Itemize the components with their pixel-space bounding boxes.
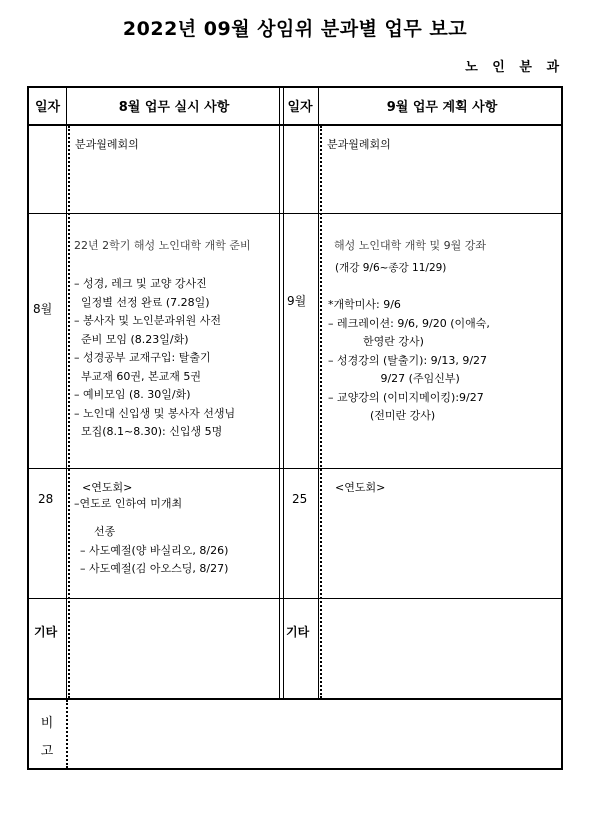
header-bottom-rule <box>27 124 563 126</box>
left-date-col-rule <box>66 87 67 699</box>
department-name: 노 인 분 과 <box>465 60 564 75</box>
right-date-col-rule <box>318 87 319 699</box>
row2-right-subheading: (개강 9/6~종강 11/29) <box>335 262 447 274</box>
list-item: – 교양강의 (이미지메이킹):9/27 <box>328 390 484 404</box>
row3-bottom-rule <box>27 598 563 599</box>
header-date-right: 일자 <box>287 100 313 115</box>
row1-left-content: 분과월례회의 <box>75 138 139 151</box>
row3-left-sub: 선종 <box>94 525 116 538</box>
center-divider <box>279 87 284 699</box>
header-september-plan: 9월 업무 계획 사항 <box>386 100 498 115</box>
list-item: – 레크레이션: 9/6, 9/20 (이애숙, <box>328 316 490 330</box>
header-date-left: 일자 <box>34 100 61 115</box>
header-august-plan: 8월 업무 실시 사항 <box>118 100 230 115</box>
list-item: 9/27 (주임신부) <box>328 372 460 385</box>
row3-left-heading: <연도회> <box>82 481 133 494</box>
list-item: 부교재 60권, 본교재 5권 <box>74 369 201 383</box>
list-item: – 성경공부 교재구입: 탈출기 <box>74 351 211 364</box>
left-content-dotted-rule <box>68 126 70 698</box>
row3-left-date: 28 <box>38 492 54 506</box>
list-item: – 봉사자 및 노인분과위원 사전 <box>74 314 221 327</box>
row2-right-heading: 해성 노인대학 개학 및 9월 강좌 <box>334 239 486 252</box>
row4-bottom-rule <box>27 698 563 700</box>
remarks-label-bottom: 고 <box>40 744 54 759</box>
list-item: 준비 모임 (8.23일/화) <box>74 332 189 346</box>
list-item: – 사도예절(양 바실리오, 8/26) <box>80 544 229 557</box>
list-item: – 노인대 신입생 및 봉사자 선생님 <box>74 406 236 420</box>
row4-right-label: 기타 <box>286 625 310 639</box>
row1-bottom-rule <box>27 213 563 214</box>
row3-left-note: –연도로 인하여 미개최 <box>74 497 183 510</box>
row2-right-items <box>328 296 490 426</box>
list-item: 모집(8.1~8.30): 신입생 5명 <box>74 425 223 438</box>
list-item: 일정별 선정 완료 (7.28일) <box>74 295 210 309</box>
list-item: – 성경강의 (탈출기): 9/13, 9/27 <box>328 353 488 367</box>
row3-right-date: 25 <box>292 492 308 506</box>
row1-right-content: 분과월례회의 <box>327 138 391 151</box>
list-item: – 사도예절(김 아오스딩, 8/27) <box>80 562 229 575</box>
list-item: (전미란 강사) <box>328 409 436 422</box>
row3-right-heading: <연도회> <box>335 481 386 494</box>
document-title: 2022년 09월 상임위 분과별 업무 보고 <box>122 18 468 40</box>
list-item: *개학미사: 9/6 <box>328 298 401 311</box>
row2-right-date: 9월 <box>287 294 307 308</box>
row2-left-date: 8월 <box>33 302 53 316</box>
list-item: 한영란 강사) <box>328 335 424 348</box>
right-content-dotted-rule <box>320 126 322 698</box>
remarks-dotted-rule <box>66 700 68 768</box>
list-item: – 성경, 레크 및 교양 강사진 <box>74 277 207 290</box>
list-item: – 예비모임 (8. 30일/화) <box>74 388 191 401</box>
remarks-label-top: 비 <box>40 716 54 731</box>
row2-left-heading: 22년 2학기 해성 노인대학 개학 준비 <box>74 239 251 252</box>
row4-left-label: 기타 <box>34 625 58 639</box>
row2-bottom-rule <box>27 468 563 469</box>
row2-left-items <box>74 275 235 442</box>
